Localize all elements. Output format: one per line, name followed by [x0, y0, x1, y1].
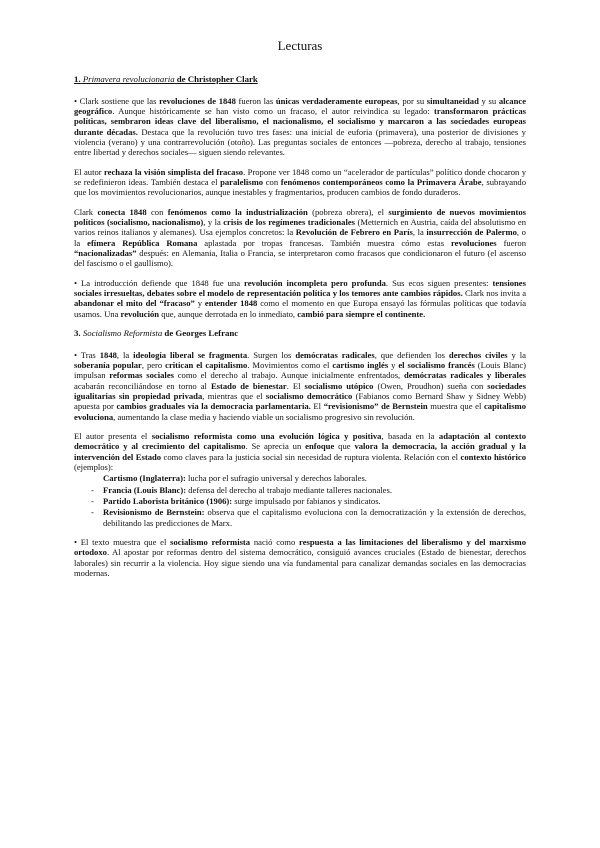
bold-text: soberanía popular [74, 359, 142, 370]
text-run: fueron las [235, 95, 276, 106]
bold-text: conecta 1848 [97, 206, 147, 217]
bold-text: respuesta a las limitaciones del liberalismo y del marxismo ortodoxo [74, 537, 526, 558]
bold-text: revoluciones de 1848 [159, 95, 236, 106]
section-3-title-italic: Socialismo Reformista [82, 328, 163, 339]
bold-text: critican el capitalismo [165, 359, 248, 370]
bold-text: paralelismo [220, 176, 264, 187]
section-3-title-rest: de Georges Lefranc [162, 328, 239, 339]
text-run: y la [507, 349, 526, 360]
bold-text: Revisionismo de Bernstein: [103, 507, 205, 518]
text-run: como claves para la justicia social sin necesidad de ruptura violenta. Relación con el [161, 451, 461, 462]
text-run: observa que el capitalismo evoluciona con la democratización y la extensión de derechos, debilitando las predicciones de Marx. [103, 507, 526, 528]
bold-text: efímera República Romana [87, 237, 198, 248]
text-run: , pero [141, 359, 166, 370]
bold-text: cartismo inglés [332, 359, 389, 370]
text-run: (Owen, Proudhon) sueña con [373, 380, 488, 391]
bold-text: surgimiento de nuevos movimientos políticos (socialismo, nacionalismo) [74, 206, 526, 227]
text-run: • La introducción defiende que 1848 fue una [74, 277, 245, 288]
bold-text: revolución incompleta pero profunda [244, 277, 386, 288]
text-run: y [388, 359, 399, 370]
text-run: que [334, 441, 355, 452]
bold-text: demócratas radicales [295, 349, 375, 360]
text-run: con [146, 206, 168, 217]
context-example-item [74, 473, 526, 483]
bold-text: demócratas radicales y liberales [403, 370, 526, 381]
bold-text: fenómenos contemporáneos como la Primavera Árabe [280, 176, 482, 187]
text-run: lucha por el sufragio universal y derechos laborales. [185, 473, 367, 484]
bold-text: cambios graduales vía la democracia parlamentaria. [116, 401, 311, 412]
bold-text: “nacionalizadas” [74, 247, 137, 258]
bold-text: ideología liberal se fragmenta [133, 349, 248, 360]
text-run: con [263, 176, 281, 187]
text-run: • Tras [74, 349, 100, 360]
bold-text: rechaza la visión simplista del fracaso [104, 166, 244, 177]
bold-text: alcance geográfico [74, 95, 527, 116]
text-run: como el momento en que Europa ensayó las fórmulas políticas que todavía usamos. Una [74, 298, 527, 319]
text-run: defensa del derecho al trabajo mediante talleres nacionales. [186, 484, 392, 495]
bold-text: valora la democracia, la acción gradual y la intervención del Estado [74, 441, 526, 462]
bold-text: revoluciones [450, 237, 497, 248]
bold-text: abandonar el mito del “fracaso” [74, 298, 195, 309]
text-run: fueron [496, 237, 527, 248]
bold-text: Francia (Louis Blanc): [103, 484, 187, 495]
bold-text: enfoque [305, 441, 335, 452]
dash-bullet: - [91, 496, 94, 506]
text-run: El autor [74, 166, 105, 177]
section-3-number: 3. [74, 328, 81, 339]
context-example-item [74, 485, 526, 495]
text-run: Clark nos invita a [462, 288, 527, 298]
text-run: . Aunque históricamente se han visto como un fracaso, el autor reivindica su legado: [112, 105, 435, 116]
section-1-paragraph-2 [74, 167, 526, 198]
text-run: (Metternich en Austria, caída del absolutismo en varios reinos italianos y alemanes). Usa ejemplos concretos: la [74, 216, 527, 238]
section-1-paragraph-4 [74, 278, 526, 319]
text-run: , por su [397, 95, 427, 106]
section-1-title-italic: Primavera revolucionaria [82, 74, 175, 84]
text-run: surge impulsado por fabianos y sindicatos. [232, 496, 381, 506]
bold-text: el socialismo francés [398, 359, 475, 370]
text-run: , o la [74, 227, 526, 248]
text-run: . El [286, 380, 305, 391]
text-run: , y la [203, 216, 224, 227]
text-run: . Se aprecia un [245, 441, 306, 452]
bold-text: insurrección de Palermo [426, 227, 517, 238]
text-run: que, aunque derrotada en lo inmediato, [159, 308, 298, 319]
bold-text: Cartismo (Inglaterra): [103, 473, 186, 484]
text-run: • El texto muestra que el [74, 537, 171, 548]
text-run: muestra que el [427, 401, 484, 412]
text-run: , subrayando que los movimientos revolucionarios, aunque inestables y fragmentarios, producen cambios de fondo duraderos. [74, 176, 527, 198]
text-run: , que defienden los [374, 349, 449, 360]
bold-text: simultaneidad [426, 95, 479, 106]
bold-text: Estado de bienestar [210, 380, 287, 391]
text-run: , mientras que el [202, 390, 266, 401]
text-run: . Al apostar por reformas dentro del sistema democrático, consiguió avances cruciales (Estado de bienestar, derechos laborales) sin recurrir a la violencia. Hoy sigue siendo una vía fundamental para canalizar demandas sociales en las democracias modernas. [74, 547, 526, 579]
text-run: (pobreza obrera), el [307, 206, 389, 217]
section-1-paragraph-3 [74, 207, 526, 269]
section-1-title-rest: de Christopher Clark [174, 74, 258, 84]
dash-bullet: - [91, 484, 94, 495]
bold-text: entender 1848 [204, 298, 258, 309]
text-run: como el derecho al trabajo. Aunque inicialmente enfrentados, [173, 370, 404, 381]
bold-text: tensiones sociales irresueltas, debates sobre el modelo de representación política y los temores ante cambios rápidos. [74, 277, 526, 298]
text-run: y su [478, 95, 499, 106]
bold-text: fenómenos como la industrialización [167, 206, 308, 217]
bold-text: 1848 [99, 349, 117, 360]
text-run: después: en Alemania, Italia o Francia, se interpretaron como fracasos que condicionaron el futuro (el ascenso del fascismo o el gaullismo). [74, 247, 526, 269]
bold-text: socialismo reformista como una evolución lógica y positiva [151, 430, 382, 441]
section-1-heading [74, 74, 526, 85]
section-1-paragraph-1 [74, 96, 526, 158]
bold-text: socialismo democrático [265, 390, 353, 401]
bold-text: crisis de los regímenes tradicionales [223, 216, 356, 227]
bold-text: Revolución de Febrero en París [295, 227, 413, 238]
text-run: , basada en la [381, 430, 439, 441]
bold-text: cambió para siempre el continente. [297, 308, 426, 319]
text-run: acabarán reconciliándose en torno al [74, 380, 211, 391]
bold-text: transformaron prácticas políticas, sembraron ideas clave del liberalismo, el nacionalismo, el socialismo y marcaron a las sociedades europeas durante décadas. [74, 105, 526, 137]
text-run: • Clark sostiene que las [74, 95, 160, 106]
text-run: . Surgen los [247, 349, 296, 360]
bold-text: socialismo reformista [170, 537, 251, 548]
text-run: , la [116, 349, 134, 360]
section-3-paragraph-3 [74, 537, 526, 578]
text-run: aplastada por tropas francesas. También muestra cómo estas [197, 237, 451, 248]
bold-text: Partido Laborista británico (1906): [103, 496, 233, 506]
section-1-number: 1. [74, 74, 81, 84]
text-run: (ejemplos): [74, 461, 114, 472]
bold-text: sociedades igualitarias sin propiedad privada [74, 380, 526, 401]
context-examples-list [74, 473, 526, 528]
bold-text: adaptación al contexto democrático y al crecimiento del capitalismo [74, 430, 527, 452]
section-3-paragraph-2 [74, 431, 526, 472]
text-run: El autor presenta el [74, 430, 152, 441]
bold-text: “revisionismo” de Bernstein [323, 401, 428, 412]
bold-text: revolución [120, 308, 160, 319]
bold-text: capitalismo evoluciona [74, 401, 526, 422]
dash-bullet: - [91, 507, 94, 518]
section-3-heading [74, 328, 526, 339]
bold-text: derechos civiles [448, 349, 508, 360]
text-run: , la [412, 227, 427, 238]
context-example-item [74, 507, 526, 528]
text-run: . Movimientos como el [247, 359, 333, 370]
bold-text: únicas verdaderamente europeas [275, 95, 398, 106]
text-run: y [194, 298, 205, 309]
text-run: El [310, 401, 324, 412]
bold-text: socialismo utópico [304, 380, 374, 391]
text-run: Destaca que la revolución tuvo tres fases: una inicial de euforia (primavera), una posterior de divisiones y violencia (verano) y una contrarrevolución (otoño). Las preguntas sociales de entonces —pobreza, derecho al trabajo, tensiones entre libertad y derechos sociales— siguen siendo relevantes. [74, 126, 526, 158]
bold-text: contexto histórico [460, 451, 527, 462]
text-run: Clark [74, 206, 98, 217]
text-run: , aumentando la clase media y haciendo viable un socialismo progresivo sin revolución. [113, 411, 415, 422]
text-run: . Propone ver 1848 como un “acelerador de partículas” político donde chocaron y se redefinieron ideas. También destaca el [74, 166, 526, 187]
text-run: . Sus ecos siguen presentes: [385, 277, 493, 288]
page-title: Lecturas [277, 38, 323, 53]
text-run: (Louis Blanc) impulsan [74, 359, 527, 381]
section-3-paragraph-1 [74, 350, 526, 422]
bold-text: reformas sociales [109, 370, 174, 381]
text-run: nació como [250, 537, 300, 548]
context-example-item [74, 496, 526, 506]
text-run: (Fabianos como Bernard Shaw y Sidney Webb) apuesta por [74, 390, 526, 412]
